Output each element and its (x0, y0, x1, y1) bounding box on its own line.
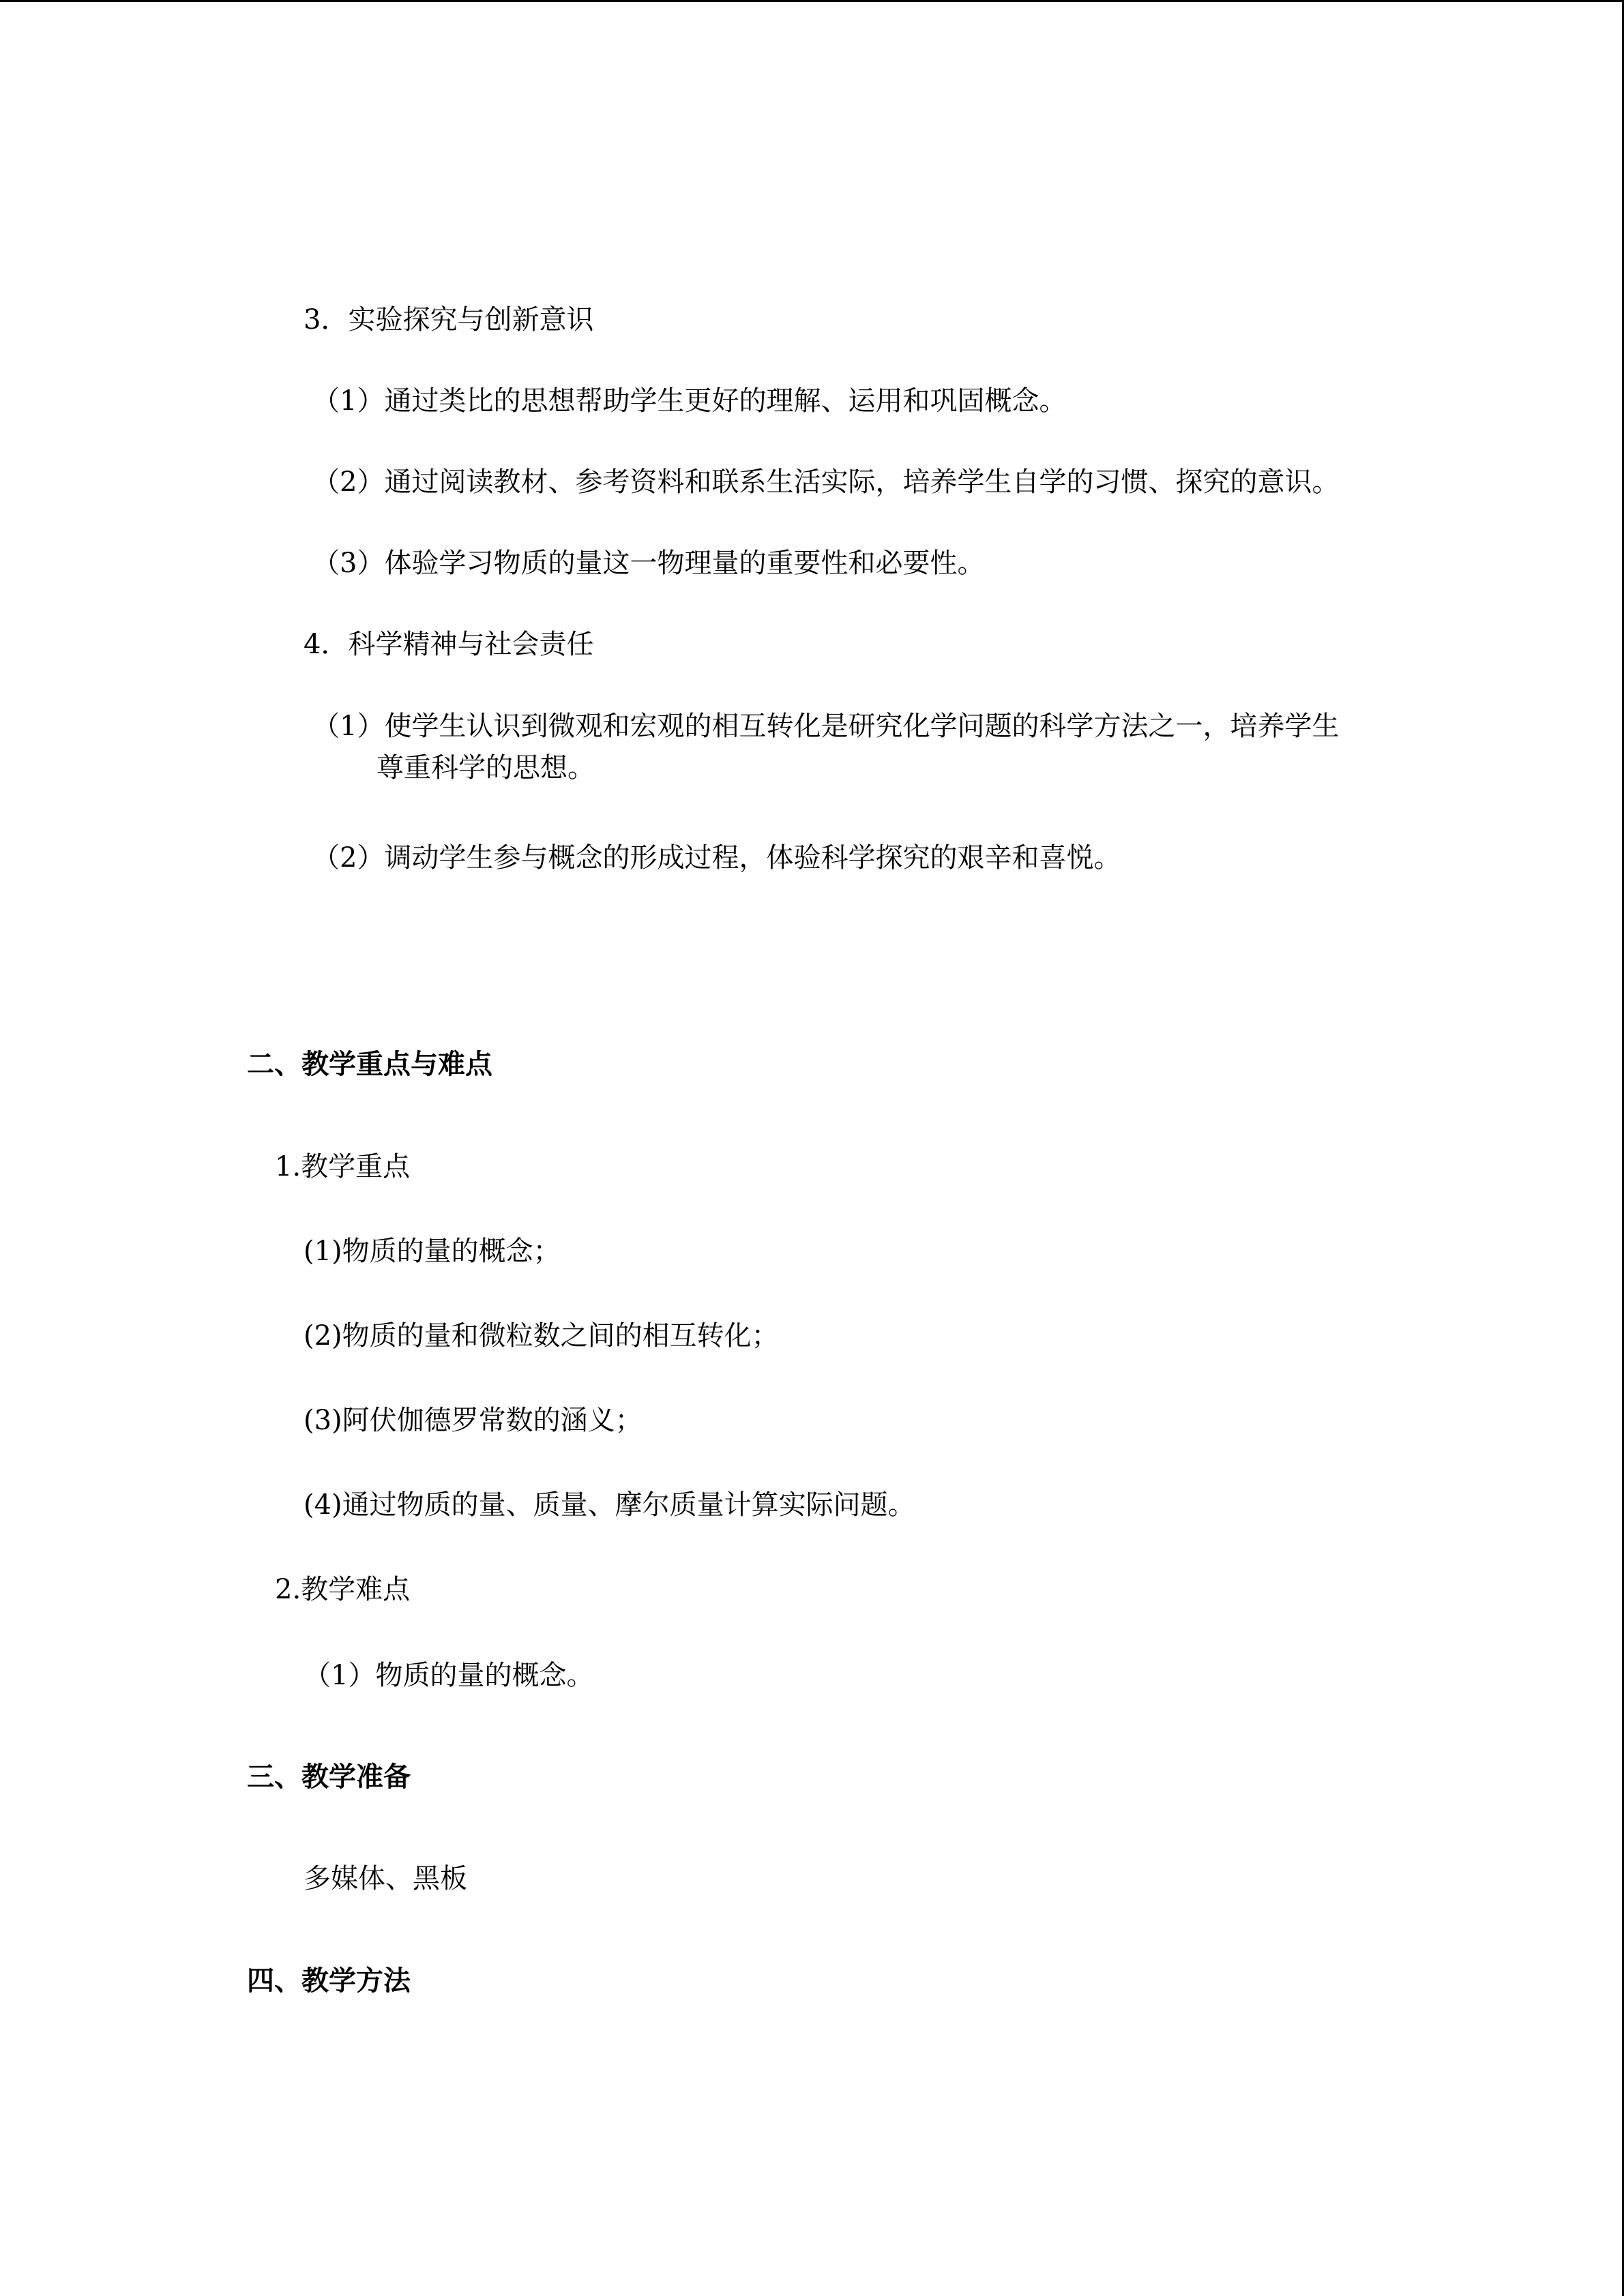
teaching-preparation-content: 多媒体、黑板 (304, 1863, 467, 1894)
part-3-heading: 三、教学准备 (247, 1761, 411, 1793)
teaching-key-heading: 1.教学重点 (275, 1151, 411, 1182)
section-4-item-2: （2）调动学生参与概念的形成过程，体验科学探究的艰辛和喜悦。 (312, 842, 1121, 874)
teaching-key-item-2: (2)物质的量和微粒数之间的相互转化； (304, 1320, 779, 1352)
section-4-item-1-line-2: 尊重科学的思想。 (377, 752, 595, 784)
section-3-item-2: （2）通过阅读教材、参考资料和联系生活实际，培养学生自学的习惯、探究的意识。 (312, 466, 1340, 498)
part-4-heading: 四、教学方法 (247, 1965, 411, 1997)
section-3-item-3: （3）体验学习物质的量这一物理量的重要性和必要性。 (312, 548, 985, 579)
part-2-heading: 二、教学重点与难点 (247, 1048, 492, 1080)
section-3-heading: 3．实验探究与创新意识 (304, 304, 594, 336)
teaching-key-item-4: (4)通过物质的量、质量、摩尔质量计算实际问题。 (304, 1489, 915, 1521)
teaching-key-item-3: (3)阿伏伽德罗常数的涵义； (304, 1405, 643, 1436)
section-3-item-1: （1）通过类比的思想帮助学生更好的理解、运用和巩固概念。 (312, 385, 1067, 417)
teaching-difficulty-item-1: （1）物质的量的概念。 (304, 1660, 594, 1691)
teaching-key-item-1: (1)物质的量的概念； (304, 1236, 561, 1267)
section-4-heading: 4．科学精神与社会责任 (304, 629, 594, 660)
teaching-difficulty-heading: 2.教学难点 (275, 1574, 411, 1605)
section-4-item-1-line-1: （1）使学生认识到微观和宏观的相互转化是研究化学问题的科学方法之一，培养学生 (312, 711, 1340, 742)
